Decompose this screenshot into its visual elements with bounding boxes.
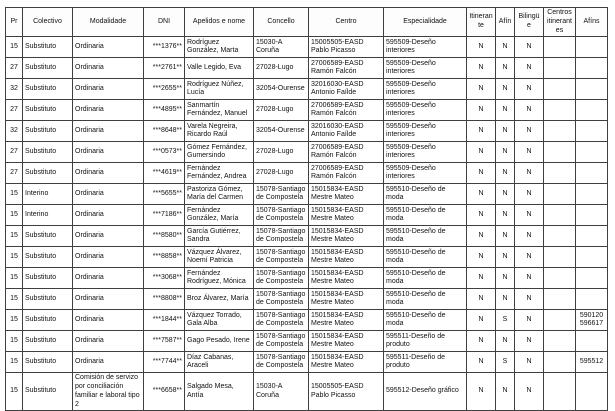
table-cell: Ordinaria: [73, 37, 144, 58]
table-cell: 27: [6, 100, 23, 121]
table-cell: ***1376**: [144, 37, 185, 58]
table-cell: Broz Álvarez, María: [185, 289, 254, 310]
table-cell: Rodríguez Núñez, Lucía: [185, 79, 254, 100]
table-cell: Substituto: [23, 58, 73, 79]
table-cell: Pastoriza Gómez, María del Carmen: [185, 184, 254, 205]
table-cell: 595510-Deseño de moda: [384, 268, 467, 289]
table-cell: 595512: [576, 352, 608, 373]
table-cell: Fernández Fernández, Andrea: [185, 163, 254, 184]
table-cell: ***4895**: [144, 100, 185, 121]
table-cell: ***4619**: [144, 163, 185, 184]
table-cell: 15: [6, 37, 23, 58]
table-cell: [544, 310, 576, 331]
table-cell: N: [467, 100, 496, 121]
table-cell: Fernández Rodríguez, Mónica: [185, 268, 254, 289]
table-cell: N: [467, 184, 496, 205]
table-cell: N: [515, 37, 544, 58]
table-cell: [576, 247, 608, 268]
table-cell: Ordinaria: [73, 100, 144, 121]
table-row: [6, 37, 608, 58]
table-cell: N: [496, 79, 515, 100]
table-cell: N: [467, 226, 496, 247]
table-cell: 27: [6, 163, 23, 184]
table-row: [6, 268, 608, 289]
column-header: Especialidade: [384, 8, 467, 37]
table-cell: 595509-Deseño interiores: [384, 37, 467, 58]
table-cell: N: [467, 331, 496, 352]
column-header: Modalidade: [73, 8, 144, 37]
column-header: Bilingüe: [515, 8, 544, 37]
table-cell: [576, 100, 608, 121]
table-cell: 27028-Lugo: [254, 100, 309, 121]
table-cell: N: [496, 205, 515, 226]
table-cell: Díaz Cabanas, Araceli: [185, 352, 254, 373]
table-cell: García Gutiérrez, Sandra: [185, 226, 254, 247]
table-cell: N: [496, 58, 515, 79]
table-cell: 27: [6, 142, 23, 163]
table-cell: Ordinaria: [73, 247, 144, 268]
table-cell: Fernández González, María: [185, 205, 254, 226]
table-cell: N: [496, 247, 515, 268]
table-cell: 595510-Deseño de moda: [384, 226, 467, 247]
table-row: [6, 58, 608, 79]
column-header: Centros itinerantes: [544, 8, 576, 37]
table-cell: 15030-A Coruña: [254, 373, 309, 411]
table-cell: 590120 596617: [576, 310, 608, 331]
table-cell: ***5655**: [144, 184, 185, 205]
table-cell: [544, 184, 576, 205]
table-cell: [576, 205, 608, 226]
table-row: [6, 352, 608, 373]
table-cell: Sanmartín Fernández, Manuel: [185, 100, 254, 121]
table-cell: Vázquez Torrado, Gala Alba: [185, 310, 254, 331]
table-cell: N: [467, 268, 496, 289]
table-cell: 32016030-EASD Antonio Faílde: [309, 79, 384, 100]
table-cell: N: [496, 37, 515, 58]
table-cell: Substituto: [23, 100, 73, 121]
table-cell: Gago Pesado, Irene: [185, 331, 254, 352]
table-row: [6, 289, 608, 310]
table-cell: N: [515, 331, 544, 352]
table-cell: [576, 121, 608, 142]
table-cell: Interino: [23, 184, 73, 205]
table-cell: N: [496, 289, 515, 310]
table-cell: N: [467, 58, 496, 79]
table-cell: [576, 268, 608, 289]
positions-table: [5, 7, 608, 411]
table-cell: 32: [6, 121, 23, 142]
table-cell: [544, 79, 576, 100]
table-cell: [576, 142, 608, 163]
table-cell: N: [515, 352, 544, 373]
table-cell: 15: [6, 268, 23, 289]
table-cell: ***6658**: [144, 373, 185, 411]
table-cell: 595510-Deseño de moda: [384, 247, 467, 268]
table-cell: N: [515, 100, 544, 121]
table-cell: [576, 184, 608, 205]
table-cell: 15015834-EASD Mestre Mateo: [309, 247, 384, 268]
table-cell: N: [496, 142, 515, 163]
table-cell: Substituto: [23, 268, 73, 289]
table-cell: N: [467, 205, 496, 226]
table-cell: N: [496, 184, 515, 205]
column-header: Afíns: [576, 8, 608, 37]
table-cell: ***2655**: [144, 79, 185, 100]
table-cell: N: [515, 247, 544, 268]
table-cell: Salgado Mesa, Antía: [185, 373, 254, 411]
table-cell: 27006589-EASD Ramón Falcón: [309, 142, 384, 163]
table-cell: [576, 331, 608, 352]
table-cell: 15: [6, 226, 23, 247]
table-cell: N: [515, 310, 544, 331]
table-cell: N: [515, 373, 544, 411]
table-cell: Gómez Fernández, Gumersindo: [185, 142, 254, 163]
table-cell: 32054-Ourense: [254, 79, 309, 100]
column-header: Centro: [309, 8, 384, 37]
table-cell: Ordinaria: [73, 58, 144, 79]
table-cell: 32054-Ourense: [254, 121, 309, 142]
table-row: [6, 205, 608, 226]
table-row: [6, 310, 608, 331]
table-cell: Substituto: [23, 37, 73, 58]
table-cell: Substituto: [23, 226, 73, 247]
table-cell: 27028-Lugo: [254, 58, 309, 79]
table-cell: ***8808**: [144, 289, 185, 310]
table-cell: [544, 163, 576, 184]
table-cell: Ordinaria: [73, 79, 144, 100]
table-cell: [576, 58, 608, 79]
table-cell: 595511-Deseño de produto: [384, 331, 467, 352]
table-cell: 15015834-EASD Mestre Mateo: [309, 331, 384, 352]
table-cell: 15: [6, 184, 23, 205]
table-cell: 27028-Lugo: [254, 142, 309, 163]
table-cell: N: [467, 310, 496, 331]
table-cell: 595509-Deseño interiores: [384, 121, 467, 142]
table-row: [6, 184, 608, 205]
column-header: Itinerante: [467, 8, 496, 37]
table-cell: N: [467, 352, 496, 373]
table-cell: 15078-Santiago de Compostela: [254, 331, 309, 352]
table-row: [6, 226, 608, 247]
table-cell: N: [515, 163, 544, 184]
table-cell: Ordinaria: [73, 184, 144, 205]
table-cell: 595509-Deseño interiores: [384, 58, 467, 79]
table-cell: Substituto: [23, 142, 73, 163]
table-cell: [544, 226, 576, 247]
table-cell: 595512-Deseño gráfico: [384, 373, 467, 411]
table-cell: S: [496, 352, 515, 373]
table-cell: [544, 331, 576, 352]
table-cell: Ordinaria: [73, 163, 144, 184]
table-cell: 27: [6, 58, 23, 79]
table-cell: Ordinaria: [73, 226, 144, 247]
table-cell: 595509-Deseño interiores: [384, 100, 467, 121]
header-row: [6, 8, 608, 37]
table-cell: [544, 37, 576, 58]
table-cell: Ordinaria: [73, 352, 144, 373]
table-cell: [544, 58, 576, 79]
table-cell: [544, 247, 576, 268]
table-cell: ***7186**: [144, 205, 185, 226]
column-header: Apelidos e nome: [185, 8, 254, 37]
table-cell: N: [467, 373, 496, 411]
table-cell: N: [496, 163, 515, 184]
table-cell: ***8648**: [144, 121, 185, 142]
table-cell: N: [496, 100, 515, 121]
table-cell: 15078-Santiago de Compostela: [254, 205, 309, 226]
table-cell: [544, 268, 576, 289]
table-cell: N: [467, 289, 496, 310]
table-row: [6, 373, 608, 411]
table-cell: 15: [6, 373, 23, 411]
table-cell: 15078-Santiago de Compostela: [254, 247, 309, 268]
table-cell: 15005505-EASD Pablo Picasso: [309, 37, 384, 58]
table-cell: Substituto: [23, 310, 73, 331]
table-cell: Substituto: [23, 331, 73, 352]
table-cell: Valle Legido, Eva: [185, 58, 254, 79]
table-cell: N: [467, 247, 496, 268]
table-cell: N: [515, 289, 544, 310]
table-cell: Ordinaria: [73, 142, 144, 163]
table-cell: [576, 37, 608, 58]
table-cell: Ordinaria: [73, 310, 144, 331]
table-body: [6, 37, 608, 411]
table-cell: 15005505-EASD Pablo Picasso: [309, 373, 384, 411]
table-cell: 27028-Lugo: [254, 163, 309, 184]
table-cell: 15015834-EASD Mestre Mateo: [309, 289, 384, 310]
table-cell: [544, 352, 576, 373]
column-header: Colectivo: [23, 8, 73, 37]
table-cell: 15015834-EASD Mestre Mateo: [309, 268, 384, 289]
table-row: [6, 247, 608, 268]
table-cell: N: [496, 268, 515, 289]
table-cell: N: [515, 205, 544, 226]
table-cell: Substituto: [23, 121, 73, 142]
table-cell: [576, 163, 608, 184]
table-cell: 595510-Deseño de moda: [384, 310, 467, 331]
table-cell: Vázquez Álvarez, Noemí Patricia: [185, 247, 254, 268]
table-cell: Comisión de servizo por conciliación familiar e laboral tipo 2: [73, 373, 144, 411]
table-cell: Ordinaria: [73, 331, 144, 352]
table-cell: Interino: [23, 205, 73, 226]
table-cell: [544, 289, 576, 310]
table-cell: S: [496, 310, 515, 331]
table-cell: 15078-Santiago de Compostela: [254, 310, 309, 331]
table-cell: ***0573**: [144, 142, 185, 163]
table-cell: 15015834-EASD Mestre Mateo: [309, 184, 384, 205]
table-cell: N: [467, 79, 496, 100]
table-cell: 595509-Deseño interiores: [384, 163, 467, 184]
table-cell: N: [496, 331, 515, 352]
column-header: Pr: [6, 8, 23, 37]
table-cell: ***3068**: [144, 268, 185, 289]
table-cell: 27006589-EASD Ramón Falcón: [309, 100, 384, 121]
table-cell: Substituto: [23, 163, 73, 184]
table-cell: Ordinaria: [73, 205, 144, 226]
table-cell: 595509-Deseño interiores: [384, 142, 467, 163]
column-header: Afín: [496, 8, 515, 37]
table-cell: Ordinaria: [73, 268, 144, 289]
table-row: [6, 100, 608, 121]
table-cell: Substituto: [23, 289, 73, 310]
table-row: [6, 142, 608, 163]
table-cell: 32016030-EASD Antonio Faílde: [309, 121, 384, 142]
table-cell: [576, 289, 608, 310]
table-cell: N: [515, 184, 544, 205]
table-row: [6, 331, 608, 352]
table-cell: 15030-A Coruña: [254, 37, 309, 58]
table-cell: 15: [6, 310, 23, 331]
table-cell: ***2761**: [144, 58, 185, 79]
table-cell: 595510-Deseño de moda: [384, 205, 467, 226]
table-cell: Substituto: [23, 79, 73, 100]
table-cell: [544, 142, 576, 163]
table-cell: [544, 373, 576, 411]
table-cell: Substituto: [23, 247, 73, 268]
table-cell: Rodríguez González, Marta: [185, 37, 254, 58]
table-cell: 32: [6, 79, 23, 100]
table-cell: 15015834-EASD Mestre Mateo: [309, 205, 384, 226]
table-cell: 15078-Santiago de Compostela: [254, 184, 309, 205]
table-cell: Substituto: [23, 352, 73, 373]
table-cell: N: [515, 79, 544, 100]
table-cell: 15: [6, 247, 23, 268]
table-cell: N: [496, 226, 515, 247]
column-header: DNI: [144, 8, 185, 37]
table-cell: 15: [6, 352, 23, 373]
table-cell: 15078-Santiago de Compostela: [254, 226, 309, 247]
table-cell: [576, 226, 608, 247]
table-cell: ***8580**: [144, 226, 185, 247]
table-cell: N: [515, 226, 544, 247]
table-cell: 15078-Santiago de Compostela: [254, 289, 309, 310]
table-cell: [544, 100, 576, 121]
table-cell: N: [496, 121, 515, 142]
table-cell: ***7744**: [144, 352, 185, 373]
table-cell: N: [515, 268, 544, 289]
table-cell: Substituto: [23, 373, 73, 411]
table-cell: N: [515, 142, 544, 163]
table-cell: Ordinaria: [73, 289, 144, 310]
table-row: [6, 163, 608, 184]
table-cell: ***8858**: [144, 247, 185, 268]
table-cell: [544, 205, 576, 226]
table-cell: 595510-Deseño de moda: [384, 289, 467, 310]
table-cell: 595510-Deseño de moda: [384, 184, 467, 205]
table-cell: N: [515, 58, 544, 79]
table-cell: N: [496, 373, 515, 411]
table-cell: ***7587**: [144, 331, 185, 352]
table-cell: N: [467, 121, 496, 142]
table-cell: 15: [6, 289, 23, 310]
table-cell: N: [467, 37, 496, 58]
table-cell: [576, 373, 608, 411]
table-row: [6, 79, 608, 100]
table-cell: 15015834-EASD Mestre Mateo: [309, 226, 384, 247]
table-cell: 15078-Santiago de Compostela: [254, 352, 309, 373]
table-row: [6, 121, 608, 142]
table-cell: Varela Negreira, Ricardo Raúl: [185, 121, 254, 142]
table-cell: Ordinaria: [73, 121, 144, 142]
table-cell: 595511-Deseño de produto: [384, 352, 467, 373]
table-cell: [576, 79, 608, 100]
table-cell: N: [515, 121, 544, 142]
table-cell: N: [467, 142, 496, 163]
table-cell: N: [467, 163, 496, 184]
table-cell: 15: [6, 205, 23, 226]
column-header: Concello: [254, 8, 309, 37]
table-cell: 27006589-EASD Ramón Falcón: [309, 163, 384, 184]
table-cell: 595509-Deseño interiores: [384, 79, 467, 100]
table-cell: 15078-Santiago de Compostela: [254, 268, 309, 289]
table-cell: [544, 121, 576, 142]
table-cell: 15015834-EASD Mestre Mateo: [309, 310, 384, 331]
table-cell: 15: [6, 331, 23, 352]
table-cell: 15015834-EASD Mestre Mateo: [309, 352, 384, 373]
table-cell: ***1844**: [144, 310, 185, 331]
table-cell: 27006589-EASD Ramón Falcón: [309, 58, 384, 79]
